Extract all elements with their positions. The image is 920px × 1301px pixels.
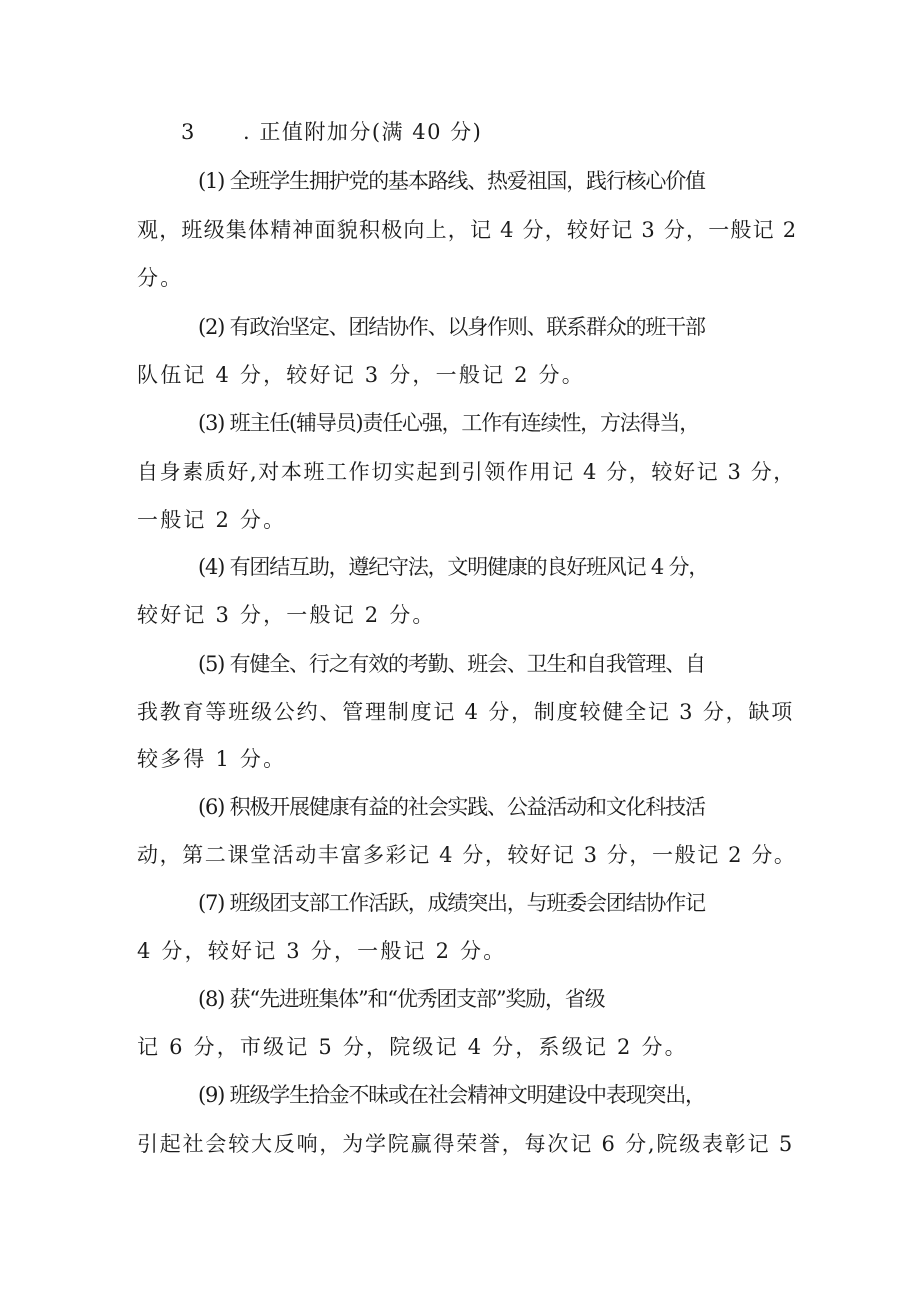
paragraph-line: 较好记 3 分，一般记 2 分。: [137, 603, 436, 627]
paragraph-line: (4) 有团结互助，遵纪守法，文明健康的良好班风记 4 分，: [198, 555, 709, 579]
paragraph-line: (3) 班主任(辅导员)责任心强，工作有连续性，方法得当，: [198, 411, 700, 435]
paragraph-line: (8) 获“先进班集体”和“优秀团支部”奖励，省级: [198, 987, 605, 1011]
paragraph-line: (1) 全班学生拥护党的基本路线、热爱祖国，践行核心价值: [198, 169, 705, 193]
paragraph-line: (2) 有政治坚定、团结协作、以身作则、联系群众的班干部: [198, 315, 705, 339]
paragraph-line: 队伍记 4 分，较好记 3 分，一般记 2 分。: [137, 363, 585, 387]
paragraph-line: 观，班级集体精神面貌积极向上，记 4 分，较好记 3 分，一般记 2: [137, 218, 798, 242]
paragraph-line: (7) 班级团支部工作活跃，成绩突出，与班委会团结协作记: [198, 891, 705, 915]
paragraph-line: (6) 积极开展健康有益的社会实践、公益活动和文化科技活: [198, 795, 705, 819]
paragraph-line: (9) 班级学生拾金不昧或在社会精神文明建设中表现突出，: [198, 1083, 705, 1107]
paragraph-line: 一般记 2 分。: [137, 508, 287, 532]
paragraph-line: 引起社会较大反响，为学院赢得荣誉，每次记 6 分,院级表彰记 5: [137, 1132, 795, 1156]
section-number: 3: [181, 120, 195, 144]
paragraph-line: 分。: [137, 266, 184, 290]
paragraph-line: (5) 有健全、行之有效的考勤、班会、卫生和自我管理、自: [198, 652, 705, 676]
paragraph-line: 较多得 1 分。: [137, 747, 287, 771]
paragraph-line: 记 6 分，市级记 5 分，院级记 4 分，系级记 2 分。: [137, 1035, 688, 1059]
paragraph-line: 自身素质好,对本班工作切实起到引领作用记 4 分，较好记 3 分，: [137, 460, 796, 484]
paragraph-line: 我教育等班级公约、管理制度记 4 分，制度较健全记 3 分，缺项: [137, 700, 795, 724]
paragraph-line: 动，第二课堂活动丰富多彩记 4 分，较好记 3 分，一般记 2 分。: [137, 843, 797, 867]
paragraph-line: 4 分，较好记 3 分，一般记 2 分。: [137, 939, 507, 963]
section-heading: . 正值附加分(满 40 分): [243, 120, 483, 144]
